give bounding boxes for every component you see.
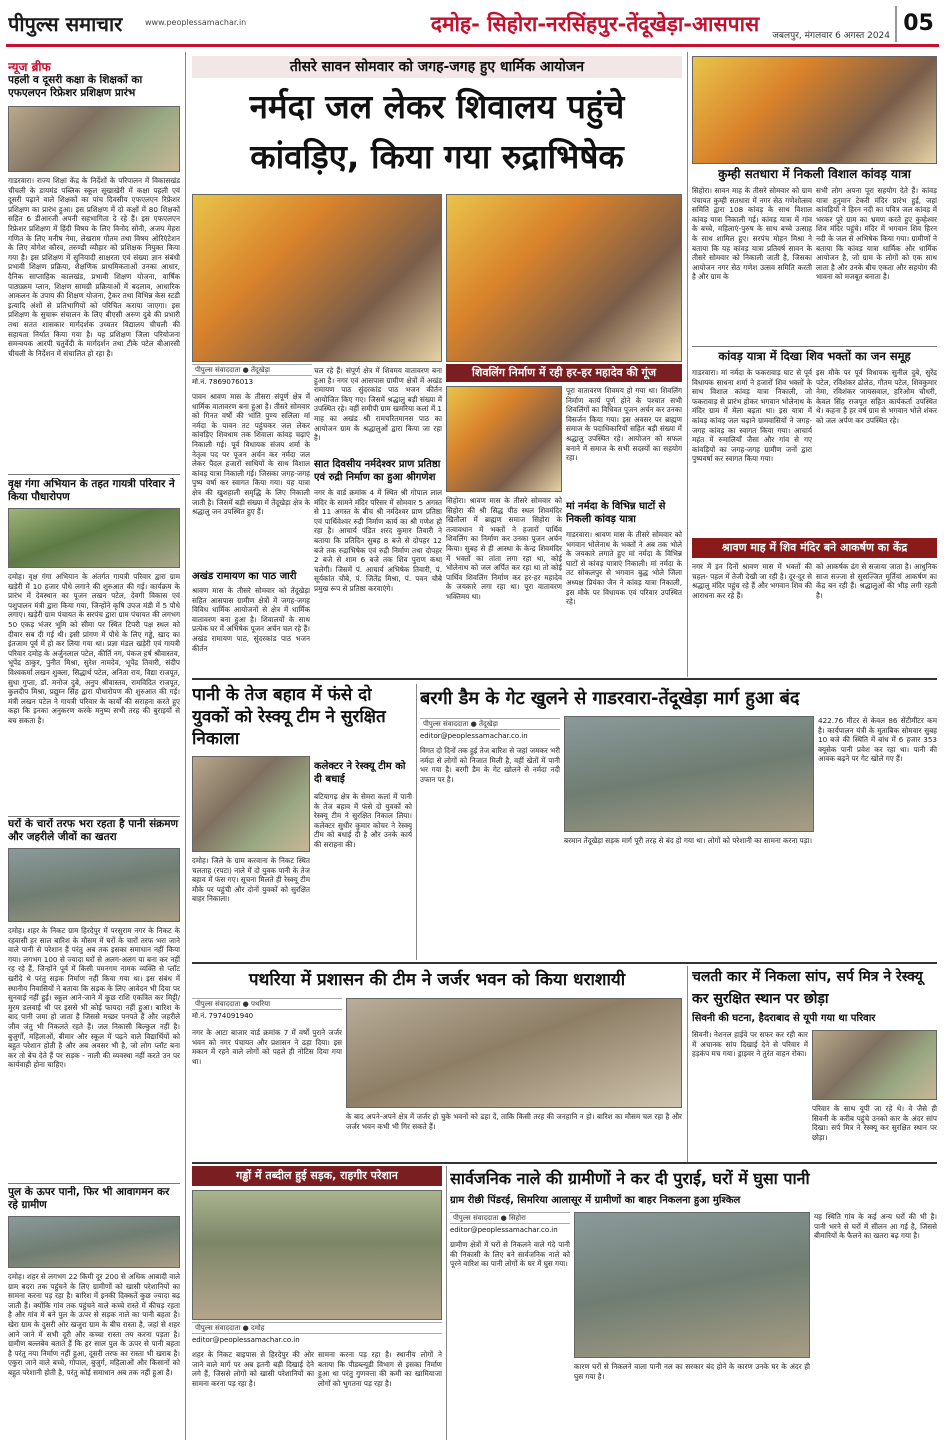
shivling-banner: शिवलिंग निर्माण में रही हर-हर महादेव की गूंज xyxy=(446,364,682,382)
pathariya-col-1: नगर के आटा बाजार वार्ड क्रमांक 7 में वर्षों पुराने जर्जर भवन को नगर पंचायत और प्रशासन ने ढहा दिया। इस मकान में रहने वाले लोगों को पहले ही नोटिस दिया गया था। xyxy=(192,1028,342,1066)
drain-byline: पीपुल्स संवाददाता ● सिहोरा xyxy=(450,1212,570,1224)
kumhi-col-1: सिहोरा। सावन माह के तीसरे सोमवार को ग्राम पंचायत कुम्ही सतधारा में नगर सेठ गणेशोत्सव समिति द्वारा 108 कांवड़ के साथ विशाल कांवड़ यात्रा निकाली गई। कांवड़ यात्रा में गांव के बच्चे, महिलाएं-पुरुष के साथ बच्चे उत्साह के साथ शामिल हुए। सरपंच मोहन मिश्रा ने बताया कि यह कांवड़ यात्रा प्रतिवर्ष सावन के तीसरे सोमवार को निकाली जाती है, जिसका आयोजन नगर सेठ गणेश उत्सव समिति करती है और ग्राम के xyxy=(692,186,812,282)
edition-band: दमोह- सिहोरा-नरसिंहपुर-तेंदूखेड़ा-आसपास xyxy=(430,12,760,36)
rescue-headline: पानी के तेज बहाव में फंसे दो युवकों को रेस्क्यू टीम ने सुरक्षित निकाला xyxy=(192,685,386,749)
lead-col-1b: श्रावण मास के तीसरे सोमवार को तेंदूखेड़ा सहित आसपास ग्रामीण क्षेत्रों में जगह-जगह विविध धार्मिक आयोजनों से क्षेत्र में धार्मिक वातावरण बना हुआ है। शिवालयों के साथ प्रत्येक घर में अभिषेक पूजन अर्चन चल रहे हैं। अखंड रामायण पाठ, सुंदरकांड पाठ भजन कीर्तन xyxy=(192,586,310,653)
rescue-sub: कलेक्टर ने रेस्क्यू टीम को दी बधाई xyxy=(314,761,406,785)
section-rule xyxy=(192,962,937,964)
brief-2-body: दमोह। वृक्ष गंगा अभियान के अंतर्गत गायत्री परिवार द्वारा ग्राम खड़ेरी में 10 हजार पौधे लगाने की शुरुआत की गई। कार्यक्रम के प्रारंभ में देवस्थान का पूजन लखन पटेल, देवगी विकास एवं पशुपालन मंत्री द्वारा किया गया, जिन्होंने कृषि उपज मंडी में 5 पौधे लगाए। खड़ेरी ग्राम पंचायत के सरपंच द्वारा ग्राम पंचायत की लगभग 50 एकड़ भंजर भूमि को सीमा पर स्थित टिपरी पक्ष स्थल को दीवार सब दी गई थी। इसी प्रांगण में पौधे के लिए गड्ढे, खाद का इंतजाम पूर्व में हो कर लिया गया था। प्रज्ञा मंडल खड़ेरी एवं गायत्री परिवार दमोह के अर्जुनलाल पटेल, कीर्ति नग, पंकज हर्ष श्रीवास्तव, भूपेंद्र ठाकुर, पुनीत मिश्रा, सुरेश नामदेव, भूपेंद्र तिवारी, संदीप विश्वकर्मा लखन शुक्ला, सिद्धार्थ पटेल, अनिता राय, विद्या राजपूत, सुधा गुप्ता, डॉ. मनोज दुबे, अनुप श्रीवास्तव, रामविदित राजपूत, कुलदीप मिश्रा, प्रद्युम्न सिंह द्वारा पौधारोपण की शुरुआत की गई। मंत्री लखन पटेल ने गायत्री परिवार के कार्यों की सराहना करते हुए कहा कि इनका अनुकरण करके मनुष्य सभी तरह की बुराइयों से बच सकता है। xyxy=(8,572,180,725)
dam-headline: बरगी डैम के गेट खुलने से गाडरवारा-तेंदूखेड़ा मार्ग हुआ बंद xyxy=(420,688,800,709)
kumhi-photo xyxy=(692,56,937,164)
shivling-photo xyxy=(446,386,562,492)
plantation-photo xyxy=(8,508,180,568)
snake-sub: सिवनी की घटना, हैदराबाद से यूपी गया था परिवार xyxy=(692,1013,876,1024)
column-rule xyxy=(185,52,186,1440)
pathariya-mobile: मो.नं. 7974091940 xyxy=(192,1012,254,1020)
lead-col-1: पावन श्रावण मास के तीसरा संपूर्ण क्षेत्र में धार्मिक वातावरण बना हुआ है। तीसरे सोमवार को गिनत वर्षों की भांति पुण्य सलिला मां नर्मदा के पावन तट पहुंचकर जल लेकर कांवड़िए शिवधाम तक शिवाला कांवड़ चढ़ाएं निकाली गई। पूर्व विधायक संजय शर्मा के नेतृत्व पद पर पूजन अर्चन कर नर्मदा जल लेकर पैदल हजारों साथियों के साथ विशाल कांवड़ यात्रा निकाली गई। जिसका जगह-जगह पुष्प वर्षा कर स्वागत किया गया। यह यात्रा क्षेत्र की खुशहाली समृद्धि के लिए निकाली जाती है। जिसमें बड़ी संख्या में तेंदूखेड़ा क्षेत्र के श्रद्धालु जन उपस्थित हुए हैं। xyxy=(192,392,310,517)
drain-col-1: ग्रामीण क्षेत्रों में घरों से निकलने वाले गंदे पानी की निकासी के लिए बने सार्वजनिक नाले को पूरने वारिश का पानी लोगों के घर में घुस गया। xyxy=(450,1240,570,1269)
flooded-house-photo xyxy=(574,1212,810,1358)
pathariya-col-2: के बाद अपने-अपने क्षेत्र में जर्जर हो चुके भवनों को ढहा दें, ताकि किसी तरह की जनहानि न हो। बारिश का मौसम चल रहा है और जर्जर भवन कभी भी गिर सकते हैं। xyxy=(346,1112,682,1131)
brief-4-headline: पुल के ऊपर पानी, फिर भी आवागमन कर रहे ग्रामीण xyxy=(8,1186,170,1211)
issue-date: जबलपुर, मंगलवार 6 अगस्त 2024 xyxy=(772,31,890,41)
lead-col-2: चल रहे हैं। संपूर्ण क्षेत्र में शिवमय वातावरण बना हुआ है। नगर एवं आसपास ग्रामीण क्षेत्रों में अखंड रामायण पाठ सुंदरकांड पाठ भजन कीर्तन आयोजित किए गए। जिसमें श्रद्धालु बड़ी संख्या में उपस्थित रहे। वहीं समीपी ग्राम खमरिया कलां में 1 माह का अखंड श्री रामचरितमानस पाठ का आयोजन ग्राम के श्रद्धालुओं द्वारा किया जा रहा है। xyxy=(314,366,442,443)
page-number: 05 xyxy=(895,6,940,42)
column-rule xyxy=(687,52,688,677)
brief-1-body: गाडरवारा। राज्य शिक्षा केंद्र के निर्देशों के परिपालन में विकासखंड चीचली के डायमंड पब्लिक स्कूल सूखाखेरी में कक्षा पहली एवं दूसरी पढ़ाने वाले शिक्षकों का पांच दिवसीय एफएलएन रिफ्रेशर प्रशिक्षण का प्रारंभ हुआ। इस प्रशिक्षण में दो कक्षों में 80 शिक्षकों सहित 6 डीआरजी अपनी सहभागिता दे रहे हैं। इस एफएलएन रिफ्रेशर प्रशिक्षण में हिंदी विषय के लिए विनोद सोनी, अजय मेहरा गणित के लिए मनीष नेमा, लेखराम गौतम तथा विषय ओरिएंटेशन के लिए योगेश कौरव, तरुण्डी व्यौहार को प्रशिक्षक नियुक्त किया गया है। इस प्रशिक्षण में सुनियादी साक्षरता एवं संख्या ज्ञान संबंधी प्रभावी शिक्षण प्रक्रिया, शैक्षणिक प्राथमिकताओं उनका आधार, दैनिक साप्ताहिक कालखंड, प्रभावी शिक्षण योजना, वार्षिक पाठ्यक्रम प्लान, शिक्षण सामग्री प्रक्रियाओं में बदलाव, आधारिक आकलन के उपाय की शिक्षण योजना, ट्रैकर तथा विभिन्न केस स्टडी इत्यादि अंशों से प्रतिभागियों को परिचित कराया जाएगा। इस प्रशिक्षण के सुचारू संचालन के लिए बीएसी अरुण दुबे की प्रभारी तथा सतत शासकार मार्गदर्शक उच्चतर विद्यालय चीचली की सहायता निर्यात किया गया है। यह प्रशिक्षण जिला परियोजना समन्वयक आरपी चतुर्वेदी के मार्गदर्शन तथा टीके पटेल बीआरसी चीचली के निर्देशन में संचालित हो रहा है। xyxy=(8,176,180,358)
lead-mobile: मो.नं. 7869076013 xyxy=(192,378,254,386)
rescue-col-2: बटियागढ़ क्षेत्र के सेमरा कलां में पानी के तेज बहाव में फंसे दो युवकों को रेस्क्यू टीम ने सुरक्षित निकाल लिया। कलेक्टर सुधीर कुमार कोचर ने रेस्क्यू टीम को बधाई दी है और उनके कार्य की सराहना की। xyxy=(314,792,412,849)
kanwar-group-col-2: इस मौके पर पूर्व विधायक सुनील दुबे, सुरेंद्र पटेल, रविशंकर ढोलेठ, गौतम पटेल, शिवकुमार नेमा, रविशंकर जायसवाल, हरिओम चौधरी, केवल सिंह राजपूत सहित कार्यकर्ता उपस्थित थे। कहना है हर वर्ष ग्राम से भगवान भोले शंकर को जल अर्पण कर उपस्थित रहे। xyxy=(816,368,937,425)
drain-email[interactable]: editor@peoplessamachar.co.in xyxy=(450,1226,558,1234)
column-rule xyxy=(416,684,417,960)
shivling-sub: मां नर्मदा के विभिन्न घाटों से निकली कांवड़ यात्रा xyxy=(566,501,666,525)
dam-photo xyxy=(564,716,814,832)
dam-email[interactable]: editor@peoplessamachar.co.in xyxy=(420,732,528,740)
lead-kicker: तीसरे सावन सोमवार को जगह-जगह हुए धार्मिक आयोजन xyxy=(192,56,682,78)
section-rule xyxy=(192,1162,937,1164)
snake-headline: चलती कार में निकला सांप, सर्प मित्र ने रेस्क्यू कर सुरक्षित स्थान पर छोड़ा xyxy=(692,969,923,1007)
lead-byline: पीपुल्स संवाददाता ● तेंदूखेड़ा xyxy=(192,364,312,376)
training-photo xyxy=(8,106,180,172)
kumhi-col-2: सभी लोग अपना पूरा सहयोग देते हैं। कांवड़ यात्रा हनुमान टेकरी मंदिर प्रारंभ हुई, जहां कांवड़ियों ने हिरन नदी का पवित्र जल कांवड़ में भरकर पूरे ग्राम का भ्रमण करते हुए कुम्हेश्वर शिव मंदिर पहुंचे। मंदिर में भगवान शिव हिरन नदी के जल से अभिषेक किया गया। ग्रामीणों ने बताया कि कांवड़ यात्रा धार्मिक और धार्मिक आयोजन है, जो ग्राम के लोगों को एक साथ लाता है और उनके बीच एकता और सहयोग की भावना को मजबूत बनाता है। xyxy=(816,186,937,282)
rudrabhishek-photo xyxy=(446,194,682,362)
column-rule xyxy=(687,966,688,1162)
drain-col-2: कारण घरों से निकलने वाला पानी नल का सरकार बंद होने के कारण उनके घर के अंदर ही घुस गया है। xyxy=(574,1362,810,1381)
brief-3-headline: घरों के चारों तरफ भरा रहता है पानी संक्रमण और जहरीले जीवों का खतरा xyxy=(8,818,179,843)
road-email[interactable]: editor@peoplessamachar.co.in xyxy=(192,1336,300,1344)
dam-col-1: विगत दो दिनों तक हुई तेज बारिश से जहां जमकर भरी नर्मदा से लोगों को निजात मिली है, वहीं खेतों में पानी भर गया है। बरगी डैम के गेट खोलने से नर्मदा नदी उफान पर है। xyxy=(420,746,560,784)
header-rule xyxy=(6,44,939,47)
rescue-photo xyxy=(192,756,310,852)
road-col-2: सामना करना पड़ रहा है। स्थानीय लोगों ने बताया कि पीडब्ल्यूडी विभाग से इसका निर्माण हुआ था परंतु गुणवत्ता की कमी का खामियाजा लोगों को भुगतना पड़ रहा है। xyxy=(318,1350,442,1388)
kumhi-headline: कुम्ही सतधारा में निकली विशाल कांवड़ यात्रा xyxy=(718,167,911,181)
lead-sub-2: सात दिवसीय नर्मदेश्वर प्राण प्रतिष्ठा एवं रुद्री निर्माण का हुआ श्रीगणेश xyxy=(314,459,441,483)
kanwar-group-headline: कांवड़ यात्रा में दिखा शिव भक्तों का जन समूह xyxy=(692,346,937,364)
brief-3-body: दमोह। शहर के निकट ग्राम हिरदेपुर में परसुराम नगर के निकट के रहवासी हर साल बारिश के मौसम में घरों के चारों तरफ भरा जाने वाले पानी से परेशान हैं परंतु अब तक इसका समाधान नहीं किया गया। लगभग 100 से ज्यादा घरों से अलग-अलग या बना कर नहीं रह रहे हैं, जिन्होंने पूर्व में किसी पमनगम नामक व्यक्ति से प्लॉट खरीदे थे परंतु सड़क निर्माण नहीं किया गया था। इस संबंध में स्थानीय निवासियों ने बताया कि सड़क के लिए आवेदन भी दिया पर सुनवाई नहीं हुई। स्कूल आने-जाने में कुछ राशि एकत्रित कर मिट्टी/मुरम डलवाई थी पर इससे भी कोई फायदा नहीं हुआ। बारिश के बाद पानी जमा हो जाता है जिससे मच्छर पनपते हैं और जहरीले जीव जंतु भी निकलते रहते हैं। जल निकासी बिल्कुल नहीं है। बुजुर्गों, महिलाओं, बीमार और स्कूल में पढ़ने वाले विद्यार्थियों को बहुत परेशान होती है और अब अवसर भी है, जो लोग प्लॉट बना कर तो बेच देते हैं पर सड़क - नाली की व्यवस्था नहीं करते उन पर कार्यवाही होना चाहिए। xyxy=(8,926,180,1070)
drain-col-3: यह स्थिति गांव के कई अन्य घरों की भी है। पानी भरने से घरों में सीलन आ गई है, जिससे बीमारियों के फैलने का खतरा बढ़ गया है। xyxy=(814,1212,937,1241)
drain-headline: सार्वजनिक नाले की ग्रामीणों ने कर दी पुराई, घरों में घुसा पानी xyxy=(450,1169,810,1188)
rescue-col-1: दमोह। जिले के ग्राम करवाना के निकट स्थित चलताह (रपटा) नाले में दो युवक पानी के तेज बहाव में फंस गए। सूचना मिलते ही रेस्क्यू टीम मौके पर पहुंची और दोनों युवकों को सुरक्षित बाहर निकाला। xyxy=(192,856,310,904)
pathariya-headline: पथरिया में प्रशासन की टीम ने जर्जर भवन को किया धराशायी xyxy=(248,970,626,990)
potholes-photo xyxy=(192,1190,442,1320)
bridge-photo xyxy=(8,1216,180,1268)
shiv-mandir-banner: श्रावण माह में शिव मंदिर बने आकर्षण का केंद्र xyxy=(692,538,937,558)
brief-2-headline: वृक्ष गंगा अभियान के तहत गायत्री परिवार ने किया पौधारोपण xyxy=(8,478,175,503)
snake-col-2: परिवार के साथ यूपी जा रहे थे। वे जैसे ही सिवनी के करीब पहुंचे उनको कार के अंदर सांप दिखा। सर्प मित्र ने रेस्क्यू कर सुरक्षित स्थान पर छोड़ा। xyxy=(812,1104,937,1142)
divider xyxy=(8,816,180,817)
lead-headline: नर्मदा जल लेकर शिवालय पहुंचे कांवड़िए, किया गया रुद्राभिषेक xyxy=(249,87,625,176)
site-url[interactable]: www.peoplessamachar.in xyxy=(145,18,247,27)
drain-sub: ग्राम रीछी पिंडरई, सिमरिया आलासूर में ग्रामीणों का बाहर निकलना हुआ मुश्किल xyxy=(450,1195,741,1206)
brief-1-headline: पहली व दूसरी कक्षा के शिक्षकों का एफएलएन रिफ्रेशर प्रशिक्षण प्रारंभ xyxy=(8,74,143,99)
snake-photo xyxy=(812,1030,937,1100)
shiv-mandir-col-1: नगर में इन दिनों श्रावण मास में भक्तों की चहल- पहल में तेजी देखी जा रही है। दूर-दूर से श्रद्धालु मंदिर पहुंच रहे हैं और भगवान शिव की आराधना कर रहे हैं। xyxy=(692,562,812,600)
divider xyxy=(8,474,180,475)
dam-col-2: बरमान तेंदूखेड़ा सड़क मार्ग पूरी तरह से बंद हो गया था। लोगों को परेशानी का सामना करना पड़ा। xyxy=(564,836,813,845)
dam-byline: पीपुल्स संवाददाता ● तेंदूखेड़ा xyxy=(420,718,560,730)
shivling-col-2b: गाडरवारा। श्रावण मास के तीसरे सोमवार को भगवान भोलेनाथ के भक्तों ने अब तक भोले के जयकारे लगाते हुए मां नर्मदा के विभिन्न घाटों से कांवड़ यात्राएं निकाली। मां नर्मदा के तट सोकलपुर से भगवान बुद्ध भोले जिला अध्यक्ष प्रियंका जैन ने कांवड़ यात्रा निकाली, इस मौके पर विधायक एवं परिवार उपस्थित रहे। xyxy=(566,530,682,607)
newspaper-logo: पीपुल्स समाचार xyxy=(8,12,123,36)
news-brief-label: न्यूज ब्रीफ xyxy=(8,60,51,74)
divider xyxy=(8,1183,180,1184)
snake-col-1: सिवनी। नेशनल हाईवे पर सफर कर रही कार में अचानक सांप दिखाई देने से परिवार में हड़कंप मच गया। ड्राइवर ने तुरंत वाहन रोका। xyxy=(692,1030,808,1059)
lead-col-2b: नगर के वार्ड क्रमांक 4 में स्थित श्री गोपाल लाल मंदिर के सामने मंदिर परिसर में सोमवार 5 अगस्त से 11 अगस्त के बीच श्री नर्मदेश्वर प्राण प्रतिष्ठा एवं पार्थिवेश्वर रुद्री निर्माण कार्य का श्री गणेश हो रहा है। आचार्य पंडित शरद कुमार तिवारी ने बताया कि प्रतिदिन सुबह 8 बजे से दोपहर 12 बजे तक रुद्राभिषेक एवं रुद्री निर्माण तथा दोपहर 2 बजे से शाम 6 बजे तक शिव पुराण कथा चलेगी। जिसमें पं. आचार्य अभिषेक तिवारी, पं. सूर्यकांत चौबे, पं. जितेंद्र मिश्रा, पं. पवन चौबे प्रमुख रूप से प्रतिष्ठा करवाएंगे। xyxy=(314,488,442,593)
pathariya-byline: पीपुल्स संवाददाता ● पथरिया xyxy=(192,998,342,1010)
road-col-1: शहर के निकट बाइपास से हिरदेपुर की ओर जाने वाले मार्ग पर अब इतनी बड़ी दिखाई देने लगे हैं, जिससे लोगों को खासी परेशानियों का सामना करना पड़ रहा है। xyxy=(192,1350,314,1388)
shivling-col-1: सिहोरा। श्रावण मास के तीसरे सोमवार को सिहोरा की श्री सिद्ध पीठ स्थल शिवमंदिर खितौला में ब्राह्मण समाज सिहोरा के तत्वावधान में भक्तों ने हजारों पार्थिव शिवलिंग का निर्माण कर उनका पूजन अर्चन किया। सुबह से ही आस्था के केन्द्र शिवमंदिर में भक्तों का तांता लगा रहा था, कोई भोलेनाथ को जल अर्पित कर रहा था तो कोई पार्थिव शिवलिंग निर्माण कर हर-हर महादेव के जयकारे लगा रहा था। पूरा वातावरण भक्तिमय था। xyxy=(446,496,562,601)
kanwar-group-col-1: गाडरवारा। मां नर्मदा के फकरावाड़ घाट से पूर्व विधायक साधना शर्मा ने हजारों शिव भक्तों के साथ विशाल कांवड़ यात्रा निकाली, जो फकरावाड़ से प्रारंभ होकर भगवान भोलेनाथ के मंदिर ग्राम में मेला बढ़ता था। इस यात्रा में कांवड़ कांवड़ जल चढ़ाने ग्रामवासियों ने जगह-जगह कांवड़ का स्वागत किया गया। आचार्य महंत में रुमालियाँ जैसा और गांव से गए कांवड़ियों का जगह-जगह ग्रामीण जनों द्वारा पुष्पवर्षा कर स्वागत किया गया। xyxy=(692,368,812,464)
shivling-col-2: पूरा वातावरण शिवमय हो गया था। शिवलिंग निर्माण कार्य पूर्ण होने के पश्चात सभी शिवलिंगों का विधिवत पूजन अर्चन कर उनका विसर्जन किया गया। इस अवसर पर ब्राह्मण समाज के पदाधिकारियों सहित बड़ी संख्या में श्रद्धालु उपस्थित रहे। आयोजन को सफल बनाने में समाज के सभी सदस्यों का सहयोग रहा। xyxy=(566,386,682,463)
column-rule xyxy=(446,1166,447,1440)
dam-col-3: 422.76 मीटर से केवल 86 सेंटीमीटर कम है। कार्यपालन यंत्री के मुताबिक सोमवार सुबह 10 बजे की स्थिति में बांध में 6 हजार 353 क्यूसेक पानी प्रवेश कर रहा था। पानी की आवक बढ़ने पर गेट खोले गए हैं। xyxy=(818,716,937,764)
road-banner: गड्ढों में तब्दील हुई सड़क, राहगीर परेशान xyxy=(192,1166,442,1186)
brief-4-body: दमोह। शहर से लगभग 22 किमी दूर 200 से अधिक आबादी वाले ग्राम बदरा तक पहुंचने के लिए ग्रामीणों को खासी परेशानियों का सामना करना पड़ रहा है। बारिश में इनकी दिक्कतें कुछ ज्यादा बढ़ जाती हैं। क्योंकि गांव तक पहुंचने वाले कच्चे रास्ते में कीचड़ रहता है और गांव में बने पुल के ऊपर से सड़क नाले का पानी बहता है। खेरा ग्राम के दुसरी ओर खजुरा ग्राम के बीच रास्ता है, जहां से शहर आने जाने में सभी दूरी और कच्चा रास्ता तय करना पड़ता है। ग्रामीण बल्लबेव बताते हैं कि हर साल पुल के ऊपर से पानी बहता है परंतु नया निर्माण नहीं हुआ, दूसरी तरफ का रास्ता भी खराब है। एकुरा जाने वाले बच्चे, गोपाल, बुजुर्ग, महिलाओं और किसानों को बहुत परेशानी होती है, परंतु कोई समाधान अब तक नहीं हुआ है। xyxy=(8,1272,180,1377)
shiv-mandir-col-2: को आकर्षक ढंग से सजाया जाता है। आधुनिक साज सज्जा से सुसज्जित मूर्तियां आकर्षण का केंद्र बन रही हैं। श्रद्धालुओं की भीड़ लगी रहती है। xyxy=(816,562,937,600)
waterlogging-photo xyxy=(8,848,180,922)
demolition-photo xyxy=(346,998,682,1108)
lead-sub-1: अखंड रामायण का पाठ जारी xyxy=(192,571,297,582)
section-rule xyxy=(192,678,937,680)
kanwar-photo xyxy=(192,194,442,362)
road-byline: पीपुल्स संवाददाता ● दमोह xyxy=(192,1322,442,1334)
